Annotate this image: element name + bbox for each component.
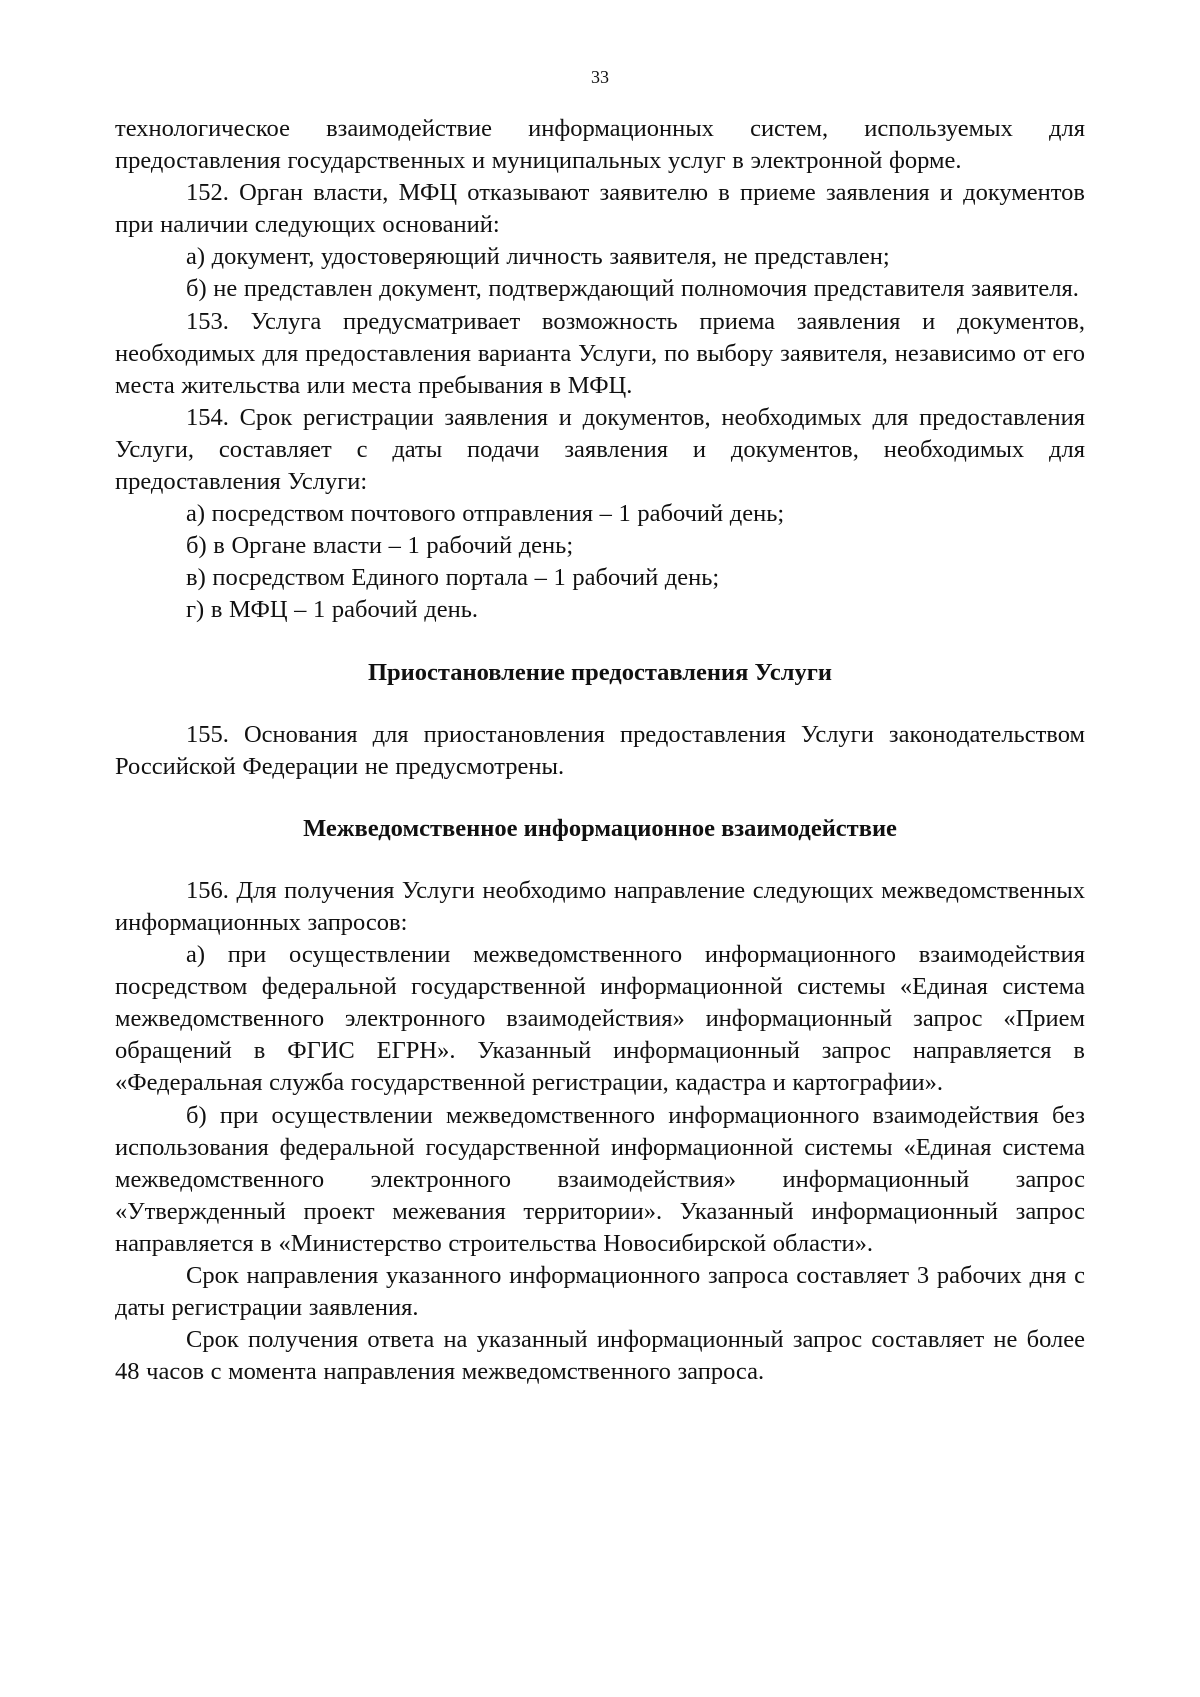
- list-item-154-d: г) в МФЦ – 1 рабочий день.: [186, 596, 479, 624]
- list-item-156-a: а) при осуществлении межведомственного информационного взаимодействия посредством федеральной государственной информационной системы «Единая система межведомственного электронного взаимодействия» информационный запрос «Прием обращений в ФГИС ЕГРН». Указанный информационный запрос направляется в «Федеральная служба государственной регистрации, кадастра и картографии».: [115, 941, 1085, 1097]
- list-item-154-b: б) в Органе власти – 1 рабочий день;: [186, 532, 574, 560]
- list-item-154-c: в) посредством Единого портала – 1 рабочий день;: [186, 564, 720, 592]
- spacer: [115, 845, 1085, 875]
- section-heading-interagency: Межведомственное информационное взаимодействие: [303, 814, 897, 842]
- spacer: [115, 689, 1085, 719]
- list-item-154-a: а) посредством почтового отправления – 1 рабочий день;: [186, 500, 785, 528]
- list-item-152-b: б) не представлен документ, подтверждающий полномочия представителя заявителя.: [186, 275, 1079, 303]
- list-item-156-b: б) при осуществлении межведомственного информационного взаимодействия без использования федеральной государственной информационной системы «Единая система межведомственного электронного взаимодействия» информационный запрос «Утвержденный проект межевания территории». Указанный информационный запрос направляется в «Министерство строительства Новосибирской области».: [115, 1101, 1085, 1257]
- spacer: [115, 783, 1085, 813]
- paragraph-156: 156. Для получения Услуги необходимо направление следующих межведомственных информационных запросов:: [115, 876, 1085, 936]
- document-body: [115, 113, 1085, 1388]
- paragraph-155: 155. Основания для приостановления предоставления Услуги законодательством Российской Федерации не предусмотрены.: [115, 720, 1085, 780]
- section-heading-suspension: Приостановление предоставления Услуги: [367, 658, 832, 686]
- paragraph-152: 152. Орган власти, МФЦ отказывают заявителю в приеме заявления и документов при наличии следующих оснований:: [115, 179, 1085, 239]
- paragraph-request-deadline: Срок направления указанного информационного запроса составляет 3 рабочих дня с даты регистрации заявления.: [115, 1262, 1085, 1322]
- list-item-152-a: а) документ, удостоверяющий личность заявителя, не представлен;: [186, 243, 890, 271]
- spacer: [115, 627, 1085, 657]
- page-number: 33: [591, 67, 609, 87]
- paragraph-response-deadline: Срок получения ответа на указанный информационный запрос составляет не более 48 часов с момента направления межведомственного запроса.: [115, 1326, 1085, 1386]
- paragraph-153: 153. Услуга предусматривает возможность приема заявления и документов, необходимых для предоставления варианта Услуги, по выбору заявителя, независимо от его места жительства или места пребывания в МФЦ.: [115, 307, 1085, 399]
- paragraph-154: 154. Срок регистрации заявления и документов, необходимых для предоставления Услуги, составляет с даты подачи заявления и документов, необходимых для предоставления Услуги:: [115, 403, 1085, 496]
- paragraph-continuation: технологическое взаимодействие информационных систем, используемых для предоставления государственных и муниципальных услуг в электронной форме.: [115, 115, 1085, 175]
